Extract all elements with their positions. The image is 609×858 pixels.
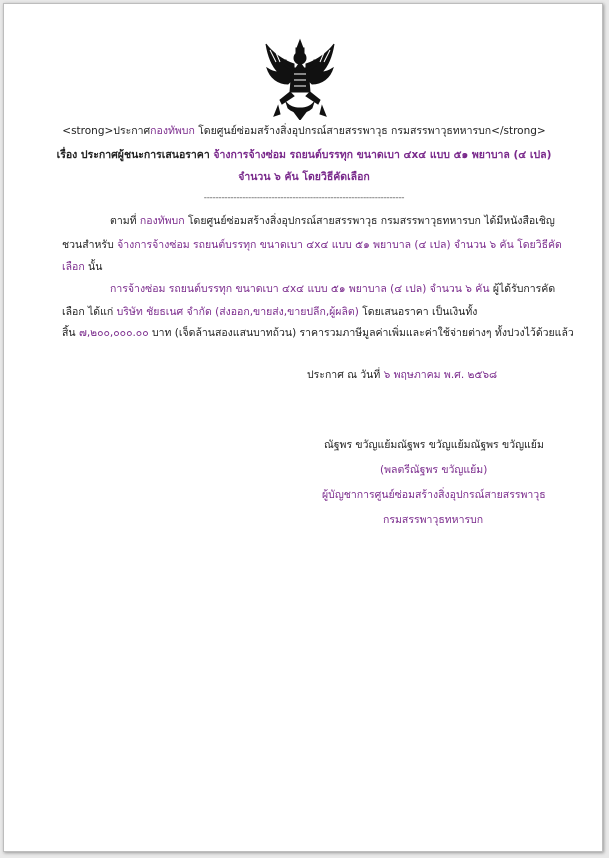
para2-line2-rest: โดยเสนอราคา เป็นเงินทั้ง: [358, 306, 478, 318]
para1-subject: จ้างการจ้างซ่อม รถยนต์บรรทุก ขนาดเบา ๔x๔ แบบ ๕๑ พยาบาล (๔ เปล) จำนวน ๖ คัน โดยวิธีคัด: [117, 239, 562, 251]
announce-date: [307, 368, 497, 382]
para1-line-2: [62, 238, 562, 252]
para2-line3-rest: บาท (เจ็ดล้านสองแสนบาทถ้วน) ราคารวมภาษีมูลค่าเพิ่มและค่าใช้จ่ายต่างๆ ทั้งปวงไว้ด้วยแล้ว: [148, 327, 574, 339]
title-line-2-text: จำนวน ๖ คัน โดยวิธีคัดเลือก: [238, 171, 370, 183]
header-prefix: ประกาศ: [113, 125, 151, 137]
signature-dept: กรมสรรพาวุธทหารบก: [383, 514, 484, 526]
document-page: [3, 3, 603, 852]
para1-line-3: [62, 260, 102, 274]
signature-rank-name: (พลตรีณัฐพร ขวัญแย้ม): [380, 464, 488, 476]
signature-position: ผู้บัญชาการศูนย์ซ่อมสร้างสิ่งอุปกรณ์สายสรรพาวุธ: [322, 489, 546, 501]
para2-line3-prefix: สิ้น: [62, 327, 79, 339]
header-rest: โดยศูนย์ซ่อมสร้างสิ่งอุปกรณ์สายสรรพาวุธ กรมสรรพาวุธทหารบก: [194, 125, 492, 137]
signature-name-line: ณัฐพร ขวัญแย้มณัฐพร ขวัญแย้มณัฐพร ขวัญแย้ม: [324, 439, 544, 451]
para1-subject-end: เลือก: [62, 261, 85, 273]
para2-line-2: [62, 305, 477, 319]
para2-line-1: [110, 282, 555, 296]
para2-line-3: [62, 326, 574, 340]
header-line: [4, 124, 604, 138]
para2-rest: ผู้ได้รับการคัด: [489, 283, 556, 295]
para2-amount: ๗,๒๐๐,๐๐๐.๐๐: [78, 327, 149, 339]
header-close-tag: </strong>: [491, 125, 546, 137]
para2-line2-prefix: เลือก ได้แก่: [62, 306, 117, 318]
para1-line3-end: นั้น: [84, 261, 103, 273]
title-line-1: [4, 148, 604, 162]
title-line-2: [4, 170, 604, 184]
para2-vendor: บริษัท ชัยธเนศ จำกัด (ส่งออก,ขายส่ง,ขายปลีก,ผู้ผลิต): [116, 306, 359, 318]
header-org: กองทัพบก: [150, 125, 195, 137]
para1-line2-prefix: ชวนสำหรับ: [62, 239, 118, 251]
title-prefix: เรื่อง ประกาศผู้ชนะการเสนอราคา: [56, 149, 214, 161]
para1-line-1: [110, 214, 555, 228]
para1-org: กองทัพบก: [139, 215, 185, 227]
announce-date-value: ๖ พฤษภาคม พ.ศ. ๒๕๖๘: [383, 369, 498, 381]
separator: --------------------------------------------------------------------: [203, 193, 405, 203]
para1-lead: ตามที่: [110, 215, 140, 227]
garuda-emblem-icon: [264, 38, 336, 120]
para2-subject: การจ้างซ่อม รถยนต์บรรทุก ขนาดเบา ๔x๔ แบบ ๕๑ พยาบาล (๔ เปล) จำนวน ๖ คัน: [110, 283, 490, 295]
header-open-tag: <strong>: [62, 125, 114, 137]
para1-rest: โดยศูนย์ซ่อมสร้างสิ่งอุปกรณ์สายสรรพาวุธ กรมสรรพาวุธทหารบก ได้มีหนังสือเชิญ: [184, 215, 555, 227]
announce-prefix: ประกาศ ณ วันที่: [307, 369, 384, 381]
title-subject: จ้างการจ้างซ่อม รถยนต์บรรทุก ขนาดเบา ๔x๔ แบบ ๕๑ พยาบาล (๔ เปล): [213, 149, 552, 161]
